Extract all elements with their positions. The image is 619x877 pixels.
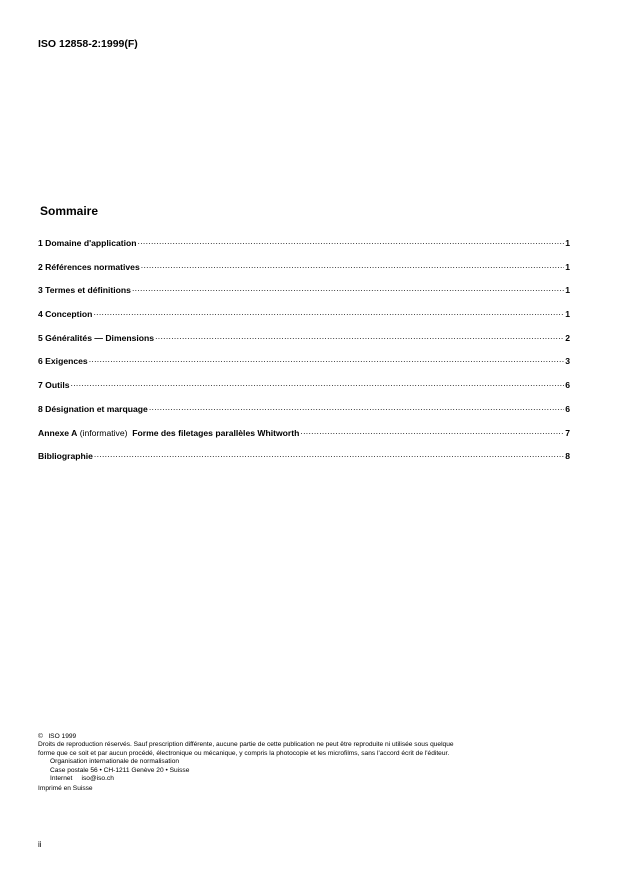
toc-entry-page: 1 bbox=[565, 285, 570, 296]
organisation-name: Organisation internationale de normalisation bbox=[50, 758, 180, 766]
toc-leader-dots bbox=[141, 260, 564, 270]
toc-entry-label bbox=[38, 428, 299, 438]
toc-entry-normative-references[interactable] bbox=[38, 260, 570, 284]
rights-text-line-1: Droits de reproduction réservés. Sauf prescription différente, aucune partie de cette publication ne peut être reproduite ni utilisée sous quelque bbox=[38, 741, 454, 749]
toc-entry-page: 2 bbox=[565, 332, 570, 343]
toc-leader-dots bbox=[155, 331, 564, 341]
annex-label: Annexe A bbox=[38, 427, 78, 438]
toc-title: Sommaire bbox=[40, 204, 99, 218]
internet-contact[interactable]: Internet iso@iso.ch bbox=[50, 775, 114, 783]
toc-leader-dots bbox=[71, 378, 565, 388]
toc-entry-label: 1 Domaine d'application bbox=[38, 238, 137, 248]
annex-status: (informative) bbox=[77, 427, 133, 438]
toc-entry-designation-marking[interactable] bbox=[38, 402, 570, 426]
toc-entry-label: 6 Exigences bbox=[38, 356, 88, 367]
copyright-notice: © ISO 1999 bbox=[38, 733, 77, 740]
toc-entry-page: 1 bbox=[565, 309, 570, 320]
toc-entry-page: 1 bbox=[565, 238, 570, 248]
toc-entry-terms-definitions[interactable] bbox=[38, 283, 570, 307]
rights-text-line-2: forme que ce soit et par aucun procédé, électronique ou mécanique, y compris la photocopie et les microfilms, sans l'accord écrit de l'éditeur. bbox=[38, 749, 450, 757]
toc-entry-label: 3 Termes et définitions bbox=[38, 285, 131, 296]
toc-entry-annex-a[interactable] bbox=[38, 426, 570, 450]
toc-entry-requirements[interactable] bbox=[38, 354, 570, 378]
toc-leader-dots bbox=[138, 236, 565, 246]
toc-leader-dots bbox=[132, 283, 564, 293]
toc-entry-label: Bibliographie bbox=[38, 451, 93, 462]
toc-entry-tools[interactable] bbox=[38, 378, 570, 402]
document-id-header: ISO 12858-2:1999(F) bbox=[38, 38, 138, 50]
printed-in: Imprimé en Suisse bbox=[38, 785, 93, 793]
toc-entry-general-dimensions[interactable] bbox=[38, 331, 570, 355]
toc-entry-label: 2 Références normatives bbox=[38, 261, 140, 272]
annex-title: Forme des filetages parallèles Whitworth bbox=[132, 427, 300, 438]
toc-entry-scope[interactable] bbox=[38, 236, 570, 260]
page-number: ii bbox=[38, 840, 42, 849]
toc-entry-page: 1 bbox=[565, 261, 570, 272]
toc-leader-dots bbox=[94, 449, 564, 459]
toc-leader-dots bbox=[89, 354, 565, 364]
toc-leader-dots bbox=[93, 307, 564, 317]
toc-entry-label: 7 Outils bbox=[38, 380, 70, 391]
toc-entry-label: 5 Généralités — Dimensions bbox=[38, 332, 155, 343]
toc-leader-dots bbox=[300, 426, 564, 436]
postal-address: Case postale 56 • CH-1211 Genève 20 • Suisse bbox=[50, 766, 190, 774]
table-of-contents bbox=[38, 236, 570, 473]
copyright-block bbox=[38, 733, 578, 794]
toc-entry-page: 8 bbox=[565, 451, 570, 462]
toc-entry-design[interactable] bbox=[38, 307, 570, 331]
toc-leader-dots bbox=[149, 402, 564, 412]
toc-entry-page: 6 bbox=[565, 403, 570, 414]
toc-entry-label: 4 Conception bbox=[38, 309, 93, 320]
toc-entry-page: 7 bbox=[565, 427, 570, 438]
toc-entry-page: 6 bbox=[565, 380, 570, 391]
toc-entry-label: 8 Désignation et marquage bbox=[38, 403, 148, 414]
toc-entry-bibliography[interactable] bbox=[38, 449, 570, 473]
toc-entry-page: 3 bbox=[565, 356, 570, 367]
